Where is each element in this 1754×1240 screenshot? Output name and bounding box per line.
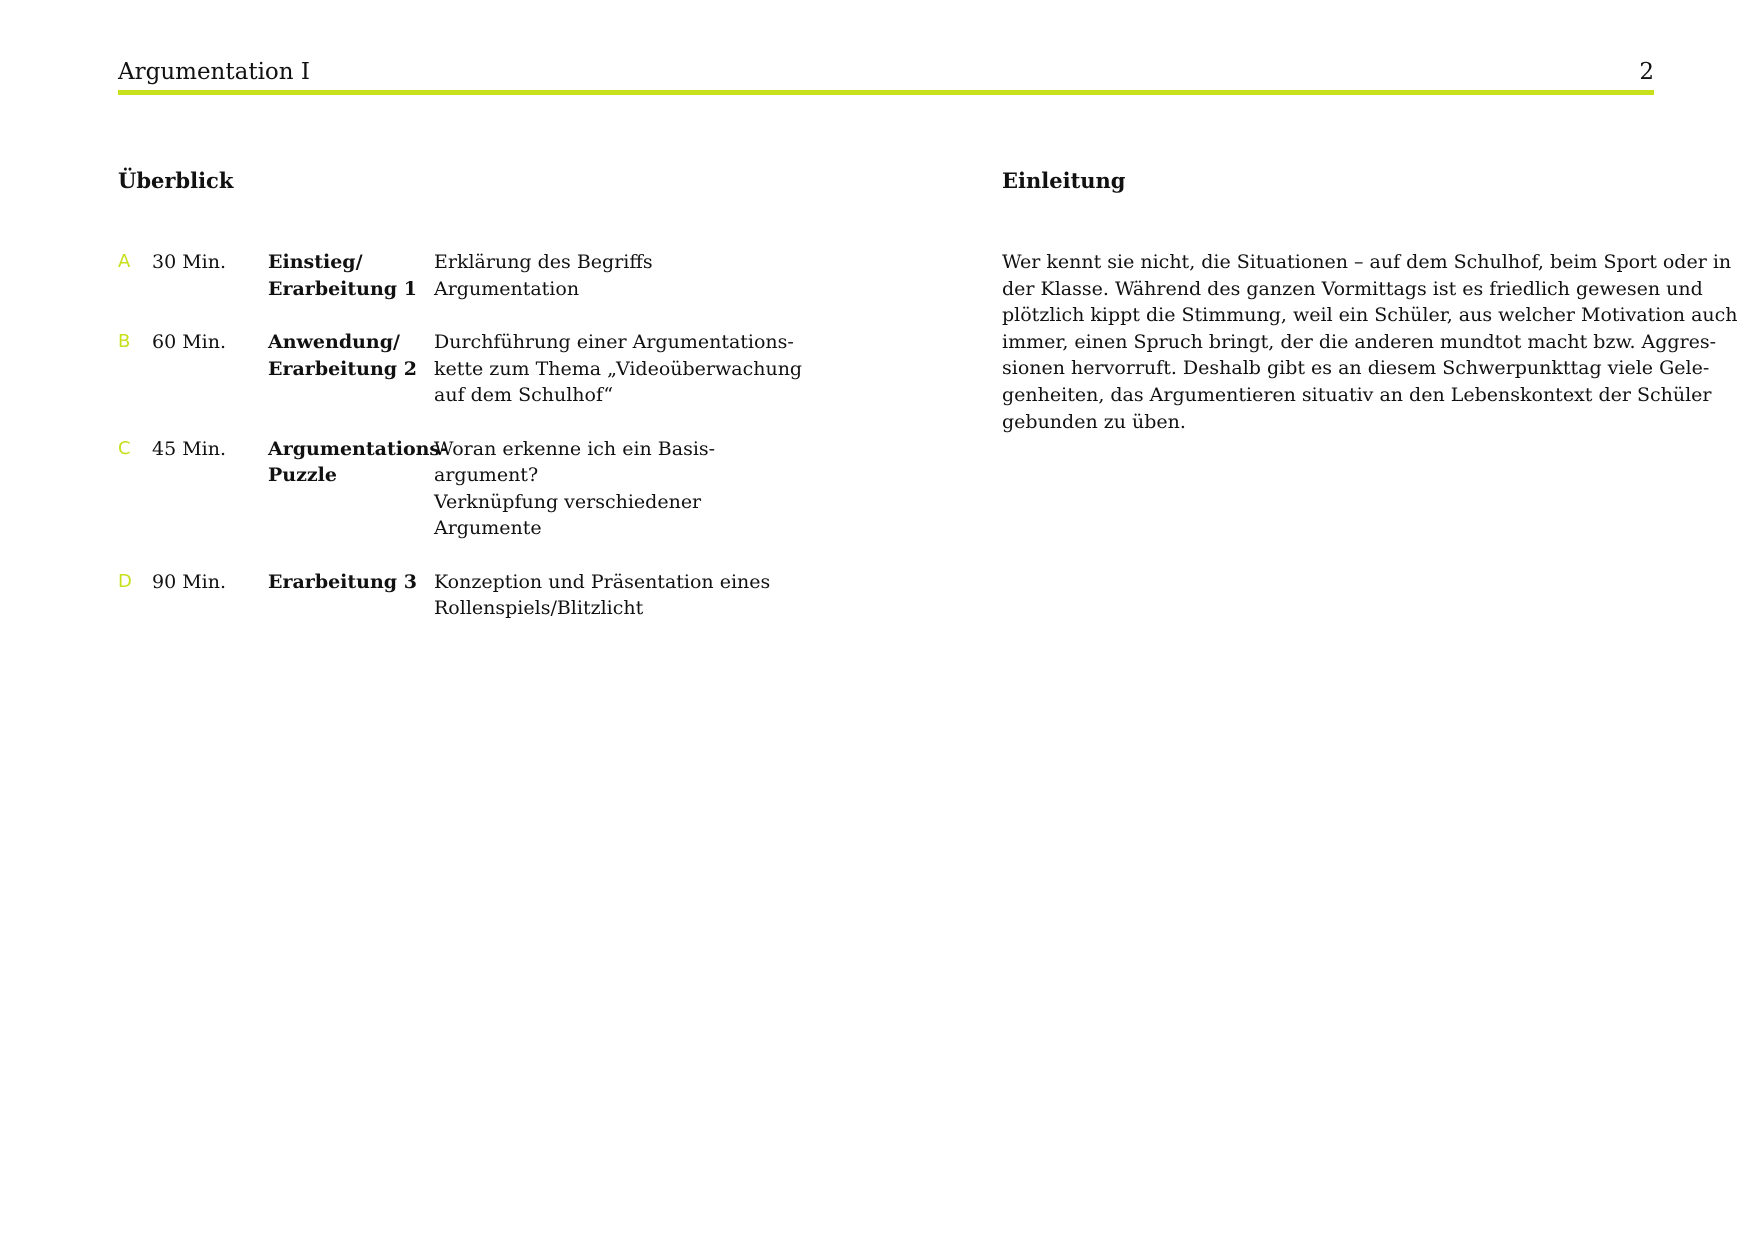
description-line: argument? xyxy=(434,464,539,486)
page-header xyxy=(118,52,1654,92)
row-phase xyxy=(268,436,449,542)
row-description xyxy=(434,569,818,622)
phase-line: Erarbeitung 2 xyxy=(268,357,417,380)
phase-line: Argumentations- xyxy=(268,437,449,460)
row-phase xyxy=(268,249,434,302)
overview-row-b xyxy=(118,329,818,409)
page-number: 2 xyxy=(1639,59,1654,85)
introduction-title: Einleitung xyxy=(1002,168,1126,193)
header-title: Argumentation I xyxy=(118,59,310,85)
description-line: Rollenspiels/Blitzlicht xyxy=(434,597,644,619)
description-line: Woran erkenne ich ein Basis- xyxy=(434,437,716,460)
phase-line: Erarbeitung 3 xyxy=(268,570,417,593)
intro-line: plötzlich kippt die Stimmung, weil ein Schüler, aus welcher Motivation auch xyxy=(1002,304,1738,327)
row-letter: D xyxy=(118,570,132,592)
overview-row-a xyxy=(118,249,818,302)
row-duration: 60 Min. xyxy=(152,331,227,353)
description-line: auf dem Schulhof“ xyxy=(434,384,614,406)
description-line: Konzeption und Präsentation eines xyxy=(434,570,771,593)
description-line: Argumentation xyxy=(434,277,580,300)
intro-line: genheiten, das Argumentieren situativ an den Lebenskontext der Schüler xyxy=(1002,383,1712,406)
phase-line: Einstieg/ xyxy=(268,251,363,273)
row-duration: 30 Min. xyxy=(152,251,227,273)
intro-line: sionen hervorruft. Deshalb gibt es an diesem Schwerpunkttag viele Gele- xyxy=(1002,357,1710,380)
phase-line: Erarbeitung 1 xyxy=(268,277,417,300)
phase-line: Anwendung/ xyxy=(268,331,400,353)
overview-row-c xyxy=(118,436,818,542)
row-phase xyxy=(268,569,434,622)
intro-line: Wer kennt sie nicht, die Situationen – auf dem Schulhof, beim Sport oder in xyxy=(1002,251,1732,273)
description-line: Durchführung einer Argumentations- xyxy=(434,331,794,353)
row-duration: 90 Min. xyxy=(152,570,227,593)
row-letter: C xyxy=(118,437,131,459)
overview-title: Überblick xyxy=(118,168,234,193)
intro-line: immer, einen Spruch bringt, der die anderen mundtot macht bzw. Aggres- xyxy=(1002,330,1717,353)
row-description xyxy=(434,436,818,542)
description-line: Argumente xyxy=(434,517,542,539)
overview-table xyxy=(118,249,818,649)
row-phase xyxy=(268,329,434,409)
phase-line: Puzzle xyxy=(268,464,337,486)
description-line: Verknüpfung verschiedener xyxy=(434,490,702,513)
intro-line: gebunden zu üben. xyxy=(1002,410,1186,433)
header-rule xyxy=(118,90,1654,95)
row-description xyxy=(434,249,818,302)
row-letter: A xyxy=(118,251,131,272)
overview-row-d xyxy=(118,569,818,622)
description-line: Erklärung des Begriffs xyxy=(434,251,653,273)
row-description xyxy=(434,329,818,409)
introduction-text xyxy=(1002,249,1738,435)
row-letter: B xyxy=(118,331,131,352)
row-duration: 45 Min. xyxy=(152,437,227,460)
description-line: kette zum Thema „Videoüberwachung xyxy=(434,357,803,380)
intro-line: der Klasse. Während des ganzen Vormittags ist es friedlich gewesen und xyxy=(1002,277,1703,300)
